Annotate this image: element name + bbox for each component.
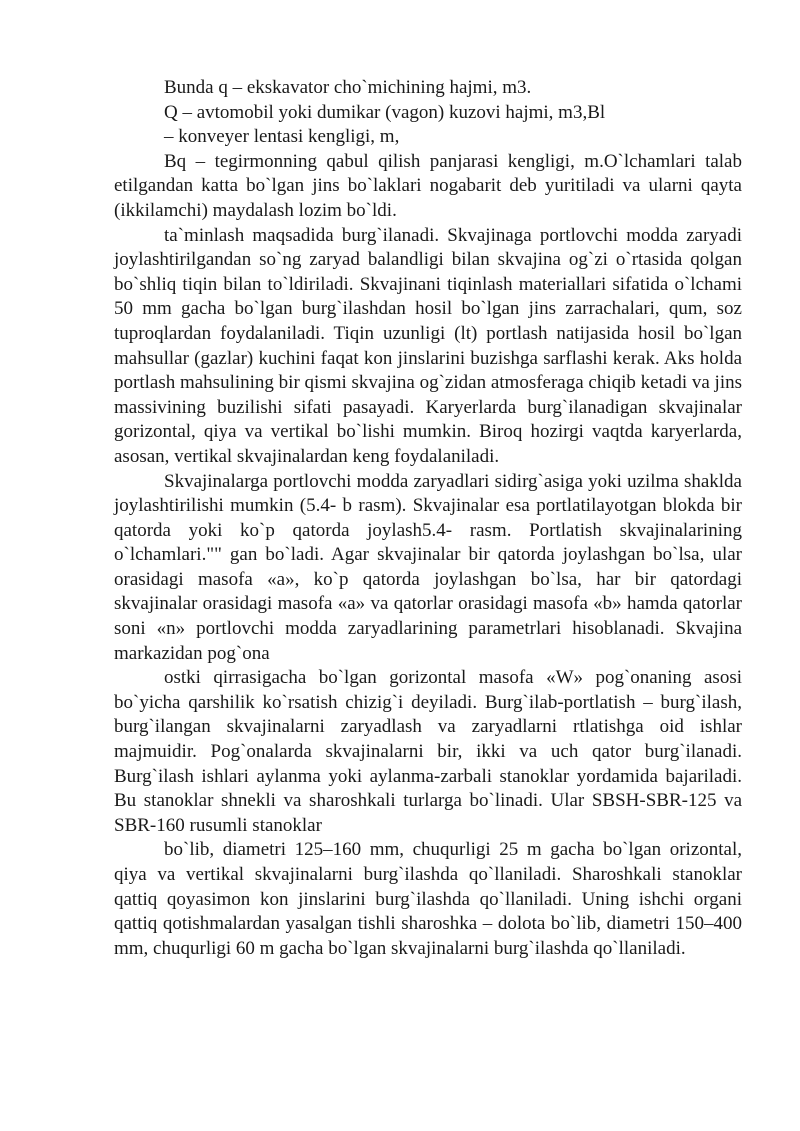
paragraph-charge-placement: Skvajinalarga portlovchi modda zaryadlari sidirg`asiga yoki uzilma shaklda joylashtirilishi mumkin (5.4- b rasm). Skvajinalar esa portlatilayotgan blokda bir qatorda yoki ko`p qatorda joylash5.4- rasm. Portlatish skvajinalarining o`lchamlari."" gan bo`ladi. Agar skvajinalar bir qatorda joylashgan bo`lsa, ular orasidagi masofa «a», ko`p qatorda joylashgan bo`lsa, har bir qatordagi skvajinalar orasidagi masofa «a» va qatorlar orasidagi masofa «b» hamda qatorlar soni «n» portlovchi modda zaryadlarining parametrlari hisoblanadi. Skvajina markazidan pog`ona (114, 470, 742, 664)
paragraph-conveyor-width: – konveyer lentasi kengligi, m, (164, 126, 400, 148)
paragraph-drilling-blasting: ostki qirrasigacha bo`lgan gorizontal masofa «W» pog`onaning asosi bo`yicha qarshilik ko`rsatish chizig`i deyiladi. Burg`ilab-portlatish – burg`ilash, burg`ilangan skvajinalarni zaryadlash va zaryadlarni rtlatishga oid ishlar majmuidir. Pog`onalarda skvajinalarni bir, ikki va uch qator burg`ilanadi. Burg`ilash ishlari aylanma yoki aylanma-zarbali stanoklar yordamida bajariladi. Bu stanoklar shnekli va sharoshkali turlarga bo`linadi. Ular SBSH-SBR-125 va SBR-160 rusumli stanoklar (114, 667, 742, 836)
paragraph-vehicle-body: Q – avtomobil yoki dumikar (vagon) kuzovi hajmi, m3,Bl (164, 101, 606, 123)
document-page (114, 76, 742, 961)
paragraph-roller-drills: bo`lib, diametri 125–160 mm, chuqurligi 25 m gacha bo`lgan orizontal, qiya va vertikal skvajinalarni burg`ilashda qo`llaniladi. Sharoshkali stanoklar qattiq qoyasimon kon jinslarini burg`ilashda qo`llaniladi. Uning ishchi organi qattiq qotishmalardan yasalgan tishli sharoshka – dolota bo`lib, diametri 150–400 mm, chuqurligi 60 m gacha bo`lgan skvajinalarni burg`ilashda qo`llaniladi. (114, 839, 742, 959)
paragraph-excavator-bucket: Bunda q – ekskavator cho`michining hajmi, m3. (164, 77, 532, 98)
paragraph-borehole-stemming: ta`minlash maqsadida burg`ilanadi. Skvajinaga portlovchi modda zaryadi joylashtirilgandan so`ng zaryad balandligi bilan skvajina og`zi o`rtasida qolgan bo`shliq tiqin bilan to`ldiriladi. Skvajinani tiqinlash materiallari sifatida o`lchami 50 mm gacha bo`lgan burg`ilashdan hosil bo`lgan jins zarrachalari, qum, soz tuproqlardan foydalaniladi. Tiqin uzunligi (lt) portlash natijasida hosil bo`lgan mahsullar (gazlar) kuchini faqat kon jinslarini buzishga sarflashi kerak. Aks holda portlash mahsulining bir qismi skvajina og`zidan atmosferaga chiqib ketadi va jins massivining buzilishi sifati pasayadi. Karyerlarda burg`ilanadigan skvajinalar gorizontal, qiya va vertikal bo`lishi mumkin. Biroq hozirgi vaqtda karyerlarda, asosan, vertikal skvajinalardan keng foydalaniladi. (114, 224, 742, 467)
paragraph-mill-grate: Bq – tegirmonning qabul qilish panjarasi kengligi, m.O`lchamlari talab etilgandan katta bo`lgan jins bo`laklari nogabarit deb yuritiladi va ularni qayta (ikkilamchi) maydalash lozim bo`ldi. (114, 150, 742, 221)
